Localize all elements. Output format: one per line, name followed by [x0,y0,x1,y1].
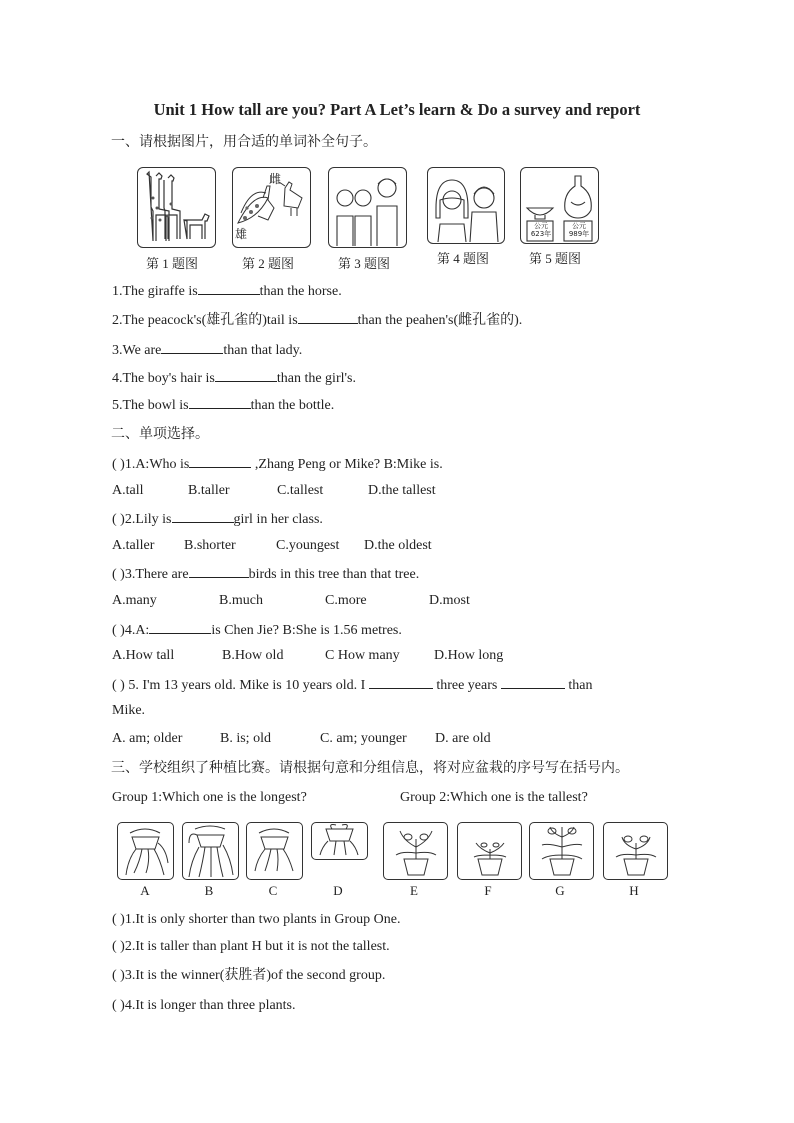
peahen-label: 雌 [269,172,282,186]
s2-q3-text: ( )3.There are [112,567,189,582]
s2-question-3 [112,565,419,583]
s2-q1-option-b[interactable]: B.taller [188,483,230,498]
answer-blank[interactable] [189,455,251,468]
plant-b-image [182,822,239,880]
bowl-bottle-picture [520,167,599,244]
plant-label-a: A [140,883,150,898]
answer-blank[interactable] [215,369,277,382]
plant-a-image [117,822,174,880]
plant-label-c: C [268,883,278,898]
s2-q4-option-b[interactable]: B.How old [222,648,284,663]
s3-question-3[interactable]: ( )3.It is the winner(获胜者)of the second group. [112,968,386,983]
s1-q4-text-end: than the girl's. [276,371,356,386]
caption-3: 第 3 题图 [338,256,391,271]
section3-heading: 三、学校组织了种植比赛。请根据句意和分组信息，将对应盆栽的序号写在括号内。 [111,760,629,776]
s3-question-1[interactable]: ( )1.It is only shorter than two plants in Group One. [112,912,401,927]
s3-question-4[interactable]: ( )4.It is longer than three plants. [112,998,296,1013]
s2-q3-option-d[interactable]: D.most [429,593,470,608]
peacock-label: 雄 [235,227,248,241]
s1-q2-text-end: than the peahen's(雌孔雀的). [357,313,523,328]
s2-q5-option-a[interactable]: A. am; older [112,731,183,746]
s2-q4-text-end: is Chen Jie? B:She is 1.56 metres. [211,623,402,638]
bottle-year-label: 公元 989年 [568,222,590,238]
s2-q5-option-c[interactable]: C. am; younger [320,731,407,746]
s2-q2-option-a[interactable]: A.taller [112,538,155,553]
plant-f-image [457,822,522,880]
plant-h-image [603,822,668,880]
s2-q1-text: ( )1.A:Who is [112,457,190,472]
boy-girl-picture [427,167,505,244]
s2-q4-text: ( )4.A: [112,623,150,638]
caption-1: 第 1 题图 [146,256,199,271]
s2-q2-text: ( )2.Lily is [112,512,172,527]
plant-label-f: F [484,883,492,898]
plant-label-h: H [629,883,639,898]
s2-q4-option-c[interactable]: C How many [325,648,400,663]
s2-q1-text-end: ,Zhang Peng or Mike? B:Mike is. [251,457,443,472]
s2-q5-option-d[interactable]: D. are old [435,731,491,746]
s2-q2-text-end: girl in her class. [233,512,323,527]
caption-4: 第 4 题图 [437,251,490,266]
s2-q4-option-a[interactable]: A.How tall [112,648,175,663]
s1-q1-text: 1.The giraffe is [112,284,198,299]
s2-q5-text-mid: three years [436,678,498,693]
plant-label-e: E [410,883,418,898]
giraffe-horse-picture [137,167,216,248]
s1-question-5 [112,396,334,414]
s1-question-3 [112,341,302,359]
s1-q5-text-end: than the bottle. [250,398,335,413]
s2-q2-option-d[interactable]: D.the oldest [364,538,432,553]
s2-q5-text: ( ) 5. I'm 13 years old. Mike is 10 years old. I [112,678,366,693]
s2-q1-option-d[interactable]: D.the tallest [368,483,436,498]
s2-question-4 [112,621,402,639]
plant-label-d: D [333,883,343,898]
s1-q3-text: 3.We are [112,343,162,358]
s2-question-5 [112,676,592,694]
s1-q3-text-end: than that lady. [223,343,303,358]
answer-blank[interactable] [501,676,565,689]
plant-g-image [529,822,594,880]
s2-q1-option-a[interactable]: A.tall [112,483,144,498]
s2-q1-option-c[interactable]: C.tallest [277,483,324,498]
s2-q3-option-a[interactable]: A.many [112,593,157,608]
s2-q5-continued: Mike. [112,703,146,718]
s1-question-4 [112,369,356,387]
answer-blank[interactable] [298,311,358,324]
answer-blank[interactable] [149,621,211,634]
s2-q3-option-c[interactable]: C.more [325,593,367,608]
plant-c-image [246,822,303,880]
page-title: Unit 1 How tall are you? Part A Let’s learn & Do a survey and report [153,100,641,119]
s2-q3-option-b[interactable]: B.much [219,593,263,608]
s1-q5-text: 5.The bowl is [112,398,189,413]
answer-blank[interactable] [198,282,260,295]
s2-q2-option-b[interactable]: B.shorter [184,538,236,553]
s2-question-1 [112,455,443,473]
answer-blank[interactable] [369,676,433,689]
plant-label-g: G [555,883,565,898]
s2-q3-text-end: birds in this tree than that tree. [248,567,420,582]
s3-question-2[interactable]: ( )2.It is taller than plant H but it is not the tallest. [112,939,390,954]
plant-label-b: B [204,883,214,898]
answer-blank[interactable] [189,565,249,578]
group-1-question: Group 1:Which one is the longest? [112,790,307,805]
section1-heading: 一、请根据图片，用合适的单词补全句子。 [111,134,377,150]
peacock-peahen-picture [232,167,311,248]
plant-d-image [311,822,368,860]
caption-5: 第 5 题图 [529,251,582,266]
s1-q4-text: 4.The boy's hair is [112,371,215,386]
bowl-year-label: 公元 623年 [530,222,552,238]
s2-question-2 [112,510,323,528]
s1-question-2 [112,311,522,329]
group-2-question: Group 2:Which one is the tallest? [400,790,588,805]
answer-blank[interactable] [189,396,251,409]
answer-blank[interactable] [161,341,223,354]
s2-q5-text-end: than [568,678,593,693]
children-lady-picture [328,167,407,248]
section2-heading: 二、单项选择。 [111,426,209,442]
s1-q2-text: 2.The peacock's(雄孔雀的)tail is [112,313,298,328]
s2-q5-option-b[interactable]: B. is; old [220,731,271,746]
s1-q1-text-end: than the horse. [259,284,342,299]
caption-2: 第 2 题图 [242,256,295,271]
answer-blank[interactable] [172,510,234,523]
s2-q2-option-c[interactable]: C.youngest [276,538,340,553]
s1-question-1 [112,282,342,300]
s2-q4-option-d[interactable]: D.How long [434,648,504,663]
plant-e-image [383,822,448,880]
